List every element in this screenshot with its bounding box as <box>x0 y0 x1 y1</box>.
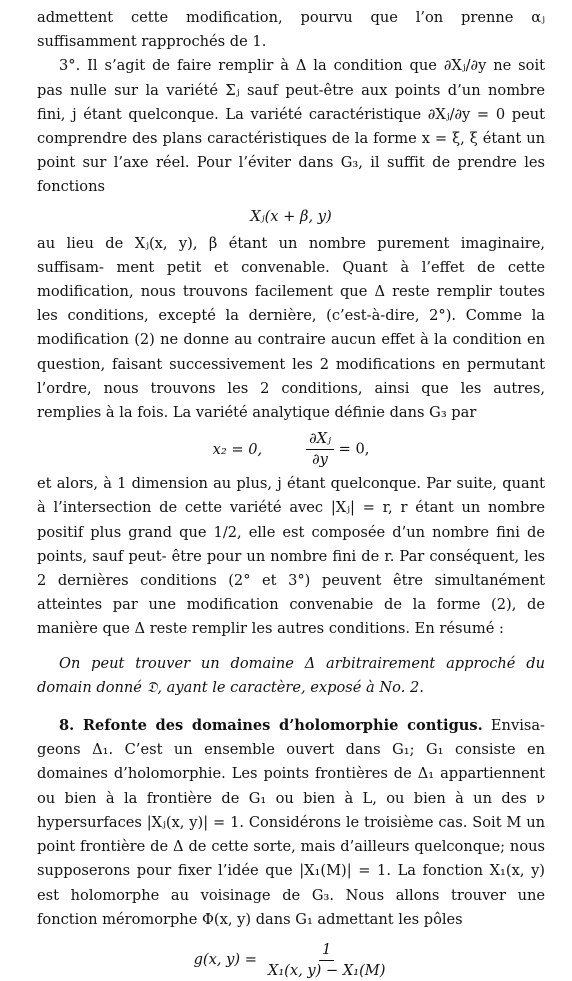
text-line: G₃ par <box>429 404 477 422</box>
paragraph-modification <box>37 232 545 426</box>
text-line: sorte, mais d’ailleurs quelconque; nous supposerons pour fixer l’idée que <box>37 838 545 880</box>
text-line: Nous allons trouver une fonction méromorphe Φ(x, y) dans G₁ admettant <box>37 886 545 928</box>
text-line: plans caractéristiques de la forme x = ξ, ξ étant un point sur l’axe réel. <box>37 130 546 172</box>
section-8 <box>37 714 545 932</box>
text-line: ment petit et convenable. Quant à l’effet de cette modification, nous <box>37 258 545 301</box>
text-line: frontière de G₁ ou bien à L, ou bien à un des ν hypersurfaces |Xⱼ(x, y)| = <box>37 789 546 831</box>
equation-poles <box>37 936 545 981</box>
text-line: convenabie de la forme (2), de manière que Δ reste remplir les autres <box>37 596 546 638</box>
text-line: 3°. Il s’agit de faire remplir à Δ la condition que ∂Xⱼ/∂y ne soit pas <box>37 57 545 99</box>
text-line: d’holomorphie. Les points frontières de Δ₁ appartiennent ou bien à la <box>37 765 546 807</box>
fraction-denominator: X₁(x, y) − X₁(M) <box>267 961 386 979</box>
theorem-line: donné 𝔇, ayant le caractère, exposé à No. 2. <box>96 678 424 696</box>
equation-x2: x₂ = 0, <box>212 440 263 458</box>
text-line: admettent cette modification, pourvu que l’on prenne αⱼ suffisamment <box>37 9 545 51</box>
text-line: et alors, à 1 dimension au plus, j étant quelconque. Par suite, quant à <box>37 475 545 517</box>
text-line: nulle sur la variété Σⱼ sauf peut-être aux points d’un nombre fini, j étant <box>37 81 545 123</box>
text-line: grand que 1/2, elle est composée d’un nombre fini de points, sauf peut- <box>37 523 545 565</box>
text-line: quelconque. La variété caractéristique ∂Xⱼ/∂y = 0 peut comprendre des <box>37 105 545 148</box>
equation-shifted-function: Xⱼ(x + β, y) <box>250 207 332 225</box>
text-line: ainsi que les autres, remplies à la fois. La variété analytique définie dans <box>37 379 546 422</box>
paragraph-condition-3 <box>37 54 545 199</box>
theorem-statement <box>37 652 545 700</box>
text-line: trouvons facilement que Δ reste remplir toutes les conditions, excepté <box>37 283 545 325</box>
paragraph-intersection <box>37 472 545 641</box>
section-heading: 8. Refonte des domaines d’holomorphie contigus. <box>59 717 483 735</box>
equation-analytic-variety <box>37 429 545 470</box>
text-line: conditions. En résumé : <box>328 620 504 638</box>
text-line: la dernière, (c’est-à-dire, 2°). Comme la modification (2) ne donne au <box>37 307 545 349</box>
text-line: les pôles <box>398 910 463 928</box>
text-line: contraire aucun effet à la condition en question, faisant successivement <box>37 331 546 373</box>
text-line: les 2 modifications en permutant l’ordre, nous trouvons les 2 conditions, <box>37 355 546 397</box>
text-line: (2° et 3°) peuvent être simultanément atteintes par une modification <box>37 572 545 614</box>
equation-g <box>194 940 389 981</box>
fraction <box>306 429 334 470</box>
equation-rhs: = 0, <box>338 440 370 458</box>
text-line: 1. Considérons le troisième cas. Soit M un point frontière de Δ de cette <box>37 813 545 856</box>
text-line: geons Δ₁. C’est un ensemble ouvert dans G₁; G₁ consiste en domaines <box>37 741 545 783</box>
fraction <box>265 940 388 981</box>
text-line: rapprochés de 1. <box>141 33 267 51</box>
text-line: être pour un nombre fini de r. Par conséquent, les 2 dernières conditions <box>37 547 545 590</box>
equation-derivative <box>306 429 369 470</box>
equation-lhs: g(x, y) = <box>193 951 257 969</box>
paragraph-continuation <box>37 6 545 54</box>
fraction-numerator: 1 <box>319 940 334 961</box>
text-line: au lieu de Xⱼ(x, y), β étant un nombre purement imaginaire, suffisam- <box>37 234 545 276</box>
fraction-numerator: ∂Xⱼ <box>306 429 334 450</box>
text-line: Envisa- <box>482 717 545 735</box>
text-line: Pour l’éviter dans G₃, il suffit de prendre les fonctions <box>37 154 545 196</box>
text-line: l’intersection de cette variété avec |Xⱼ| = r, r étant un nombre positif plus <box>37 499 545 541</box>
theorem-line: On peut trouver un domaine Δ arbitrairement approché du domain <box>37 654 545 696</box>
text-line: |X₁(M)| = 1. La fonction X₁(x, y) est holomorphe au voisinage de G₃. <box>37 862 546 904</box>
fraction-denominator: ∂y <box>312 451 328 469</box>
